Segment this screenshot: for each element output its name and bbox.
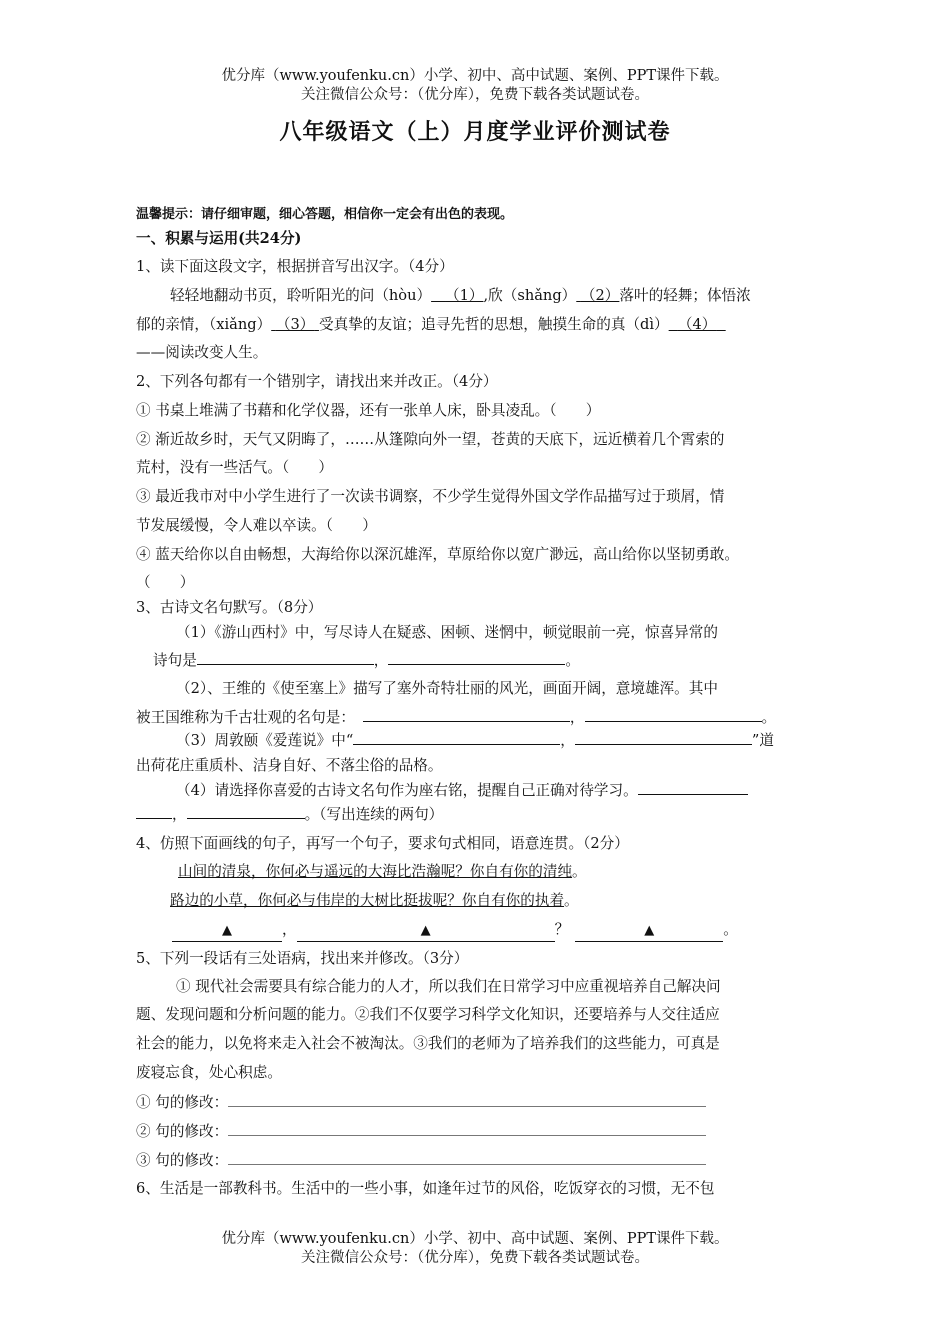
q6-stem: 6、生活是一部教科书。生活中的一些小事，如逢年过节的风俗，吃饭穿衣的习惯，无不包 xyxy=(136,1180,715,1197)
q5-fix-2: ② 句的修改： xyxy=(136,1121,816,1142)
q3-part-2a: （2）、王维的《使至塞上》描写了塞外奇特壮丽的风光，画面开阔，意境雄浑。其中 xyxy=(176,680,718,697)
q3-part-4a: （4）请选择你喜爱的古诗文名句作为座右铭，提醒自己正确对待学习。 xyxy=(176,780,856,801)
footer-line-2: 关注微信公众号：（优分库），免费下载各类试题试卷。 xyxy=(301,1250,649,1266)
q3-answer-1b[interactable] xyxy=(388,650,565,665)
q4-answer-blank-1[interactable]: ▲ xyxy=(172,921,282,942)
q5-text-1: ① 现代社会需要具有综合能力的人才，所以我们在日常学习中应重视培养自己解决问 xyxy=(176,978,721,995)
q3-answer-3b[interactable] xyxy=(575,730,752,745)
q1-blank-1[interactable]: （1） xyxy=(445,287,484,304)
q3-part-3c: 出荷花庄重质朴、洁身自好、不落尘俗的品格。 xyxy=(136,757,443,774)
q1-line-3: ——阅读改变人生。 xyxy=(136,344,268,361)
footer-line-1: 优分库（www.youfenku.cn）小学、初中、高中试题、案例、PPT课件下载。 xyxy=(221,1231,729,1247)
q4-example-1: 山间的清泉，你何必与遥远的大海比浩瀚呢？你自有你的清纯。 xyxy=(178,863,587,880)
q3-stem: 3、古诗文名句默写。（8分） xyxy=(136,599,323,616)
q1-blank-2[interactable]: （2） xyxy=(580,287,620,304)
q3-answer-4b[interactable] xyxy=(187,804,305,819)
q1-blank-4[interactable]: （4） xyxy=(677,316,717,333)
q5-fix-3: ③ 句的修改： xyxy=(136,1150,816,1171)
q5-text-2: 题、发现问题和分析问题的能力。②我们不仅要学习科学文化知识，还要培养与人交往适应 xyxy=(136,1006,720,1023)
q3-answer-1a[interactable] xyxy=(197,650,374,665)
q2-stem: 2、下列各句都有一个错别字，请找出来并改正。（4分） xyxy=(136,373,498,390)
q5-stem: 5、下列一段话有三处语病，找出来并修改。（3分） xyxy=(136,950,469,967)
q4-stem: 4、仿照下面画线的句子，再写一个句子，要求句式相同，语意连贯。（2分） xyxy=(136,835,629,852)
tip-text: 温馨提示：请仔细审题，细心答题，相信你一定会有出色的表现。 xyxy=(136,207,514,222)
q3-part-1b: 诗句是 ， 。 xyxy=(153,652,581,669)
q1-blank-3[interactable]: （3） xyxy=(275,316,315,333)
q1-line-2: 郁的亲情，（xiǎng） （3） 受真挚的友谊；追寻先哲的思想，触摸生命的真（dì） （4） xyxy=(136,315,816,335)
q2-sentence-4a: ④ 蓝天给你以自由畅想，大海给你以深沉雄浑，草原给你以宽广渺远，高山给你以坚韧勇敢。 xyxy=(136,546,739,563)
header-line-1: 优分库（www.youfenku.cn）小学、初中、高中试题、案例、PPT课件下载。 xyxy=(221,68,729,84)
section-heading: 一、积累与运用(共24分) xyxy=(136,230,302,247)
q4-answer-line: ▲ ， ▲ ？ ▲ 。 xyxy=(172,920,852,942)
q5-fix-3-input[interactable] xyxy=(228,1150,706,1165)
q4-answer-blank-2[interactable]: ▲ xyxy=(297,921,555,942)
q1-stem: 1、读下面这段文字，根据拼音写出汉字。（4分） xyxy=(136,258,454,275)
q3-part-4b: ， 。（写出连续的两句） xyxy=(136,804,816,825)
q5-fix-2-input[interactable] xyxy=(228,1121,706,1136)
q4-answer-blank-3[interactable]: ▲ xyxy=(575,921,723,942)
q2-sentence-3a: ③ 最近我市对中小学生进行了一次读书调察，不少学生觉得外国文学作品描写过于琐屑，情 xyxy=(136,488,725,505)
q3-answer-2b[interactable] xyxy=(585,707,762,722)
q3-part-1a: （1）《游山西村》中，写尽诗人在疑惑、困顿、迷惘中，顿觉眼前一亮，惊喜异常的 xyxy=(176,624,718,641)
page-title: 八年级语文（上）月度学业评价测试卷 xyxy=(279,119,671,145)
q3-answer-4a[interactable] xyxy=(638,780,748,795)
q1-line-1: 轻轻地翻动书页，聆听阳光的问（hòu） （1）,欣（shǎng） （2）落叶的轻舞；体悟浓 xyxy=(170,287,751,304)
q5-fix-1: ① 句的修改： xyxy=(136,1092,816,1113)
q2-sentence-2b: 荒村，没有一些活气。（ ） xyxy=(136,459,334,476)
q2-sentence-2a: ② 渐近故乡时，天气又阴晦了，……从篷隙向外一望，苍黄的天底下，远近横着几个霄索的 xyxy=(136,431,725,448)
q5-text-3: 社会的能力，以免将来走入社会不被淘汰。③我们的老师为了培养我们的这些能力，可真是 xyxy=(136,1035,720,1052)
q3-answer-3a[interactable] xyxy=(353,730,560,745)
q5-fix-1-input[interactable] xyxy=(228,1092,706,1107)
q2-sentence-3b: 节发展缓慢，令人难以卒读。（ ） xyxy=(136,517,377,534)
q4-example-2: 路边的小草，你何必与伟岸的大树比挺拔呢？你自有你的执着。 xyxy=(170,892,579,909)
q3-part-3a: （3）周敦颐《爱莲说》中“ ， ”道 xyxy=(176,732,774,749)
q3-part-2b: 被王国维称为千古壮观的名句是： ， 。 xyxy=(136,709,777,726)
header-line-2: 关注微信公众号：（优分库），免费下载各类试题试卷。 xyxy=(301,87,649,103)
q2-sentence-4b: （ ） xyxy=(136,574,195,591)
q2-sentence-1: ① 书桌上堆满了书藉和化学仪器，还有一张单人床，卧具凌乱。（ ） xyxy=(136,402,601,419)
q5-text-4: 废寝忘食，处心积虑。 xyxy=(136,1064,282,1081)
q3-answer-2a[interactable] xyxy=(363,707,570,722)
